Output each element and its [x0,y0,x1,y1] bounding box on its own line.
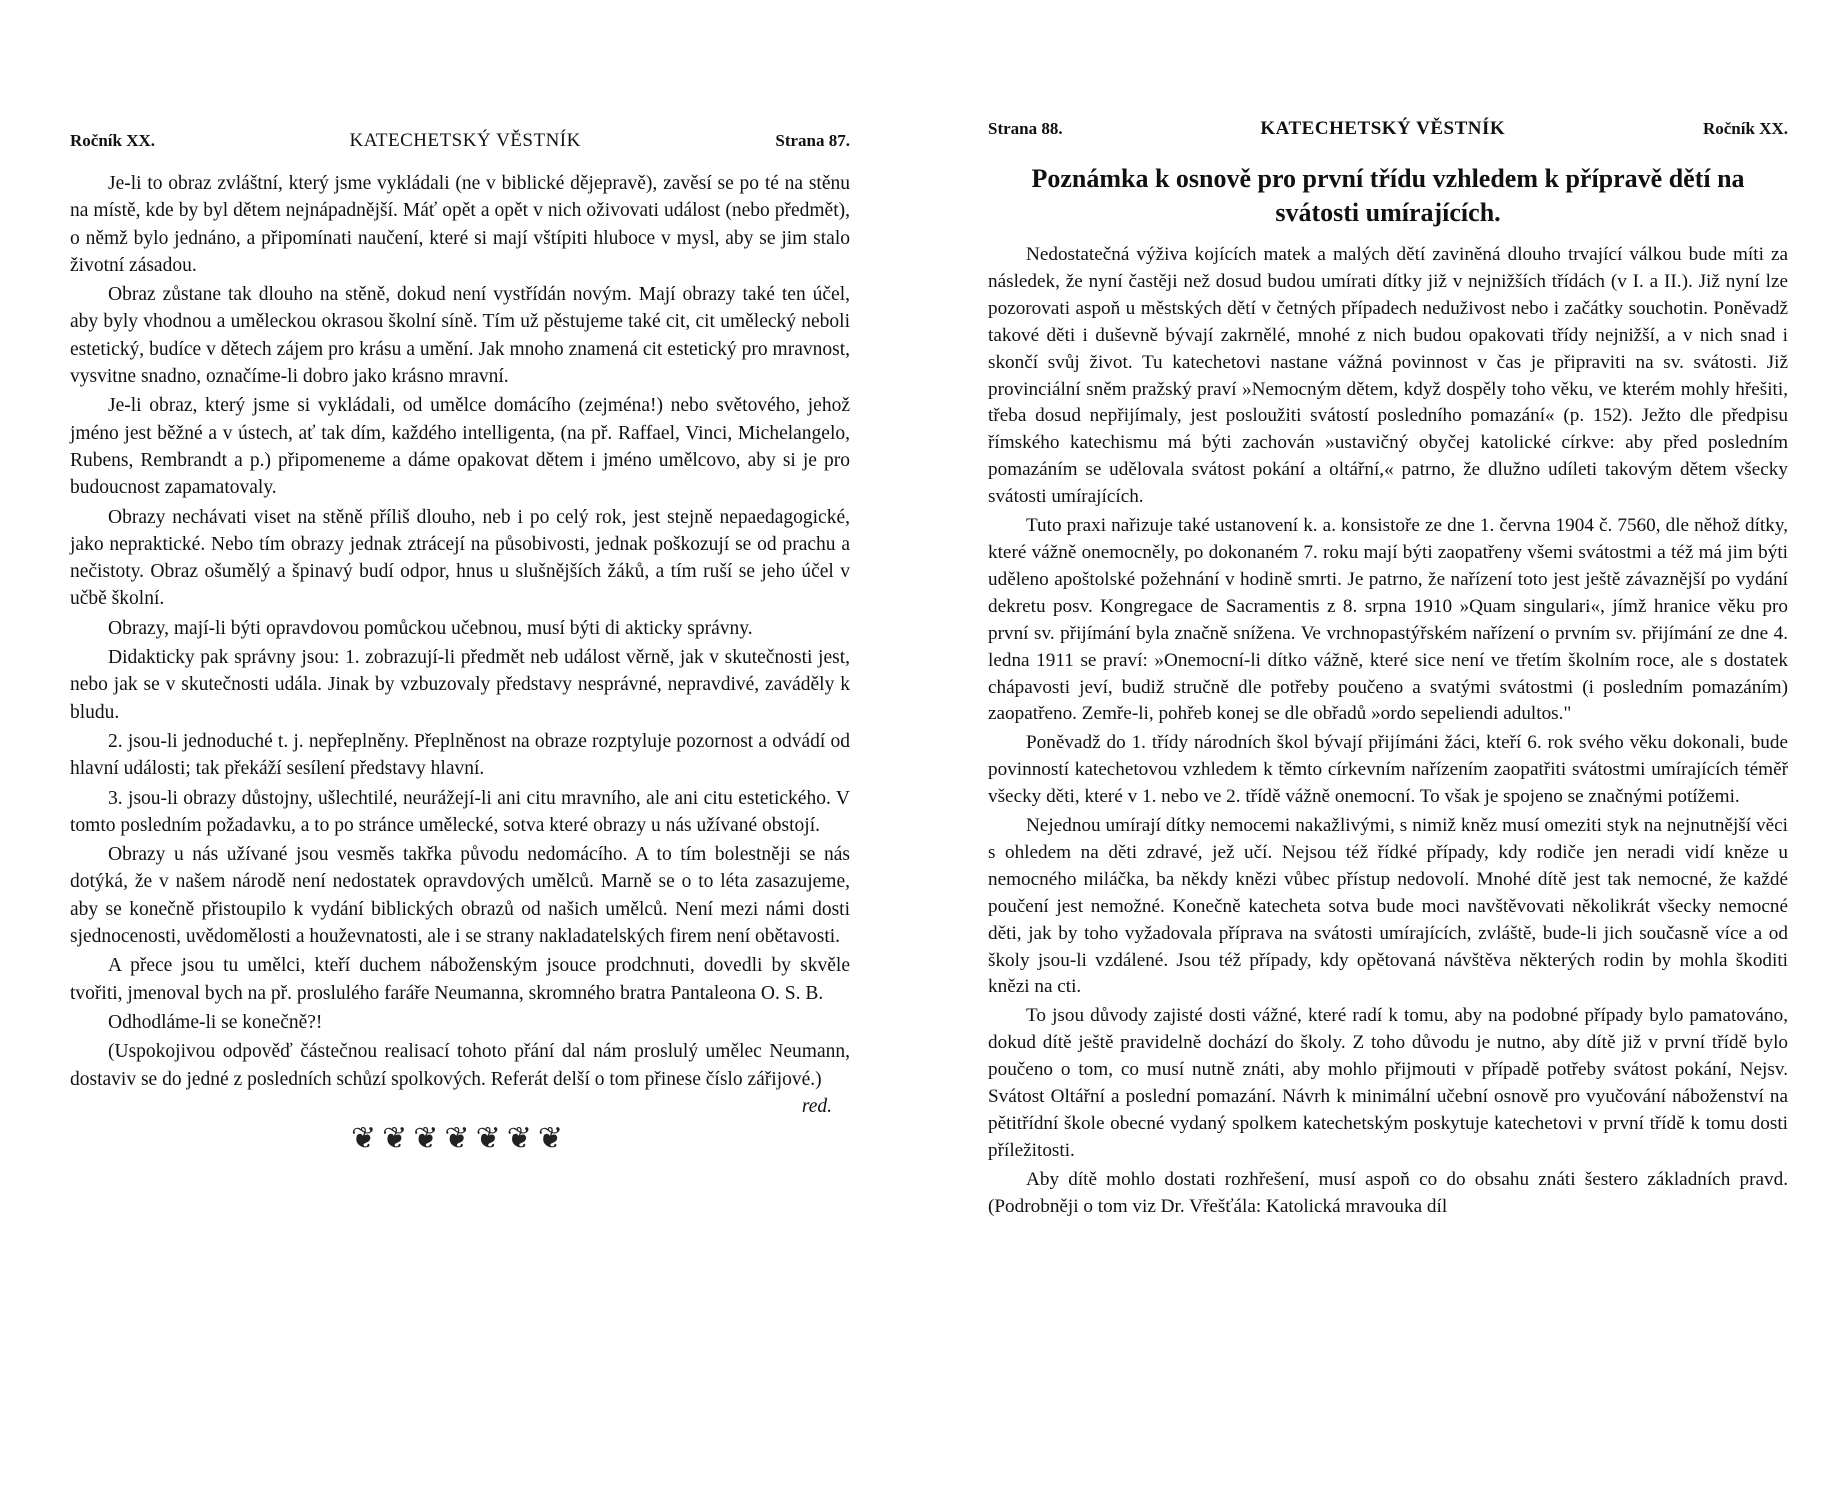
page-number: Strana 88. [988,119,1063,138]
article-title: Poznámka k osnově pro první třídu vzhledem k přípravě dětí na svátosti umírajících. [1031,164,1745,227]
signature: red. [801,1095,832,1117]
paragraph: Obrazy, mají-li býti opravdovou pomůckou učebnou, musí býti di akticky správny. [108,617,753,639]
paragraph: Aby dítě mohlo dostati rozhřešení, musí aspoň co do obsahu znáti šestero základních pravd. (Podrobněji o tom viz Dr. Vřešťála: Katolická mravouka díl [988,1168,1788,1217]
paragraph: Obraz zůstane tak dlouho na stěně, dokud není vystřídán novým. Mají obrazy také ten účel, aby byly vhodnou a uměleckou okrasou školní síně. Tím už pěstujeme také cit, cit umělecký neboli estetický, budíce v dětech zájem pro krásu a umění. Jak mnoho znamená cit estetický pro mravnost, vysvitne snadno, označíme-li dobro jako krásno mravní. [70,284,850,388]
paragraph: Poněvadž do 1. třídy národních škol bývají přijímáni žáci, kteří 6. rok svého věku dokonali, bude povinností katechetovou vzhledem k těmto církevním nařízením zaopatřiti svátostmi umírajících téměř všecky děti, které v 1. nebo ve 2. třídě vážně onemocní. To však je spojeno se značnými potížemi. [988,732,1788,808]
paragraph: Obrazy u nás užívané jsou vesměs takřka původu nedomácího. A to tím bolestněji se nás dotýká, že v našem národě není nedostatek opravdových umělců. Marně se o to léta zasazujeme, aby se konečně přistoupilo k vydání biblických obrazů od našich umělců. Není mezi námi dosti sjednocenosti, uvědomělosti a houževnatosti, ale i se strany nakladatelských firem není obětavosti. [70,844,850,948]
paragraph: Nejednou umírají dítky nemocemi nakažlivými, s nimiž kněz musí omeziti styk na nejnutnější věci s ohledem na děti zdravé, jež učí. Nejsou též řídké případy, kdy rodiče jen neradi vidí kněze u nemocného miláčka, ba někdy knězi vůbec přístup nedovolí. Mnohé dítě jest tak nemocné, že každé poučení jest nemožné. Konečně katecheta sotva bude moci navštěvovati několikrát všecky nemocné děti, jak by toho vyžadovala příprava na svátosti umírajících, zvláště, bude-li jich současně více a od školy jsou-li vzdálené. Jsou též případy, kdy opětovaná návštěva některých rodin by mohla škoditi knězi na cti. [988,815,1788,998]
left-page-body [70,170,850,1117]
closing-paragraph [70,1038,850,1117]
journal-title: KATECHETSKÝ VĚSTNÍK [1260,118,1506,139]
right-page-body [988,242,1788,1221]
volume-label: Ročník XX. [1702,119,1788,138]
paragraph: Je-li to obraz zvláštní, který jsme vykládali (ne v biblické dějepravě), zavěsí se po té na stěnu na místě, kde by byl dětem nejnápadnější. Máť opět a opět v nich oživovati událost (nebo předmět), o němž bylo jednáno, a připomínati naučení, které si mají vštípiti hluboce v mysl, aby se jim stalo životní zásadou. [70,173,850,276]
closing-text: (Uspokojivou odpověď částečnou realisací tohoto přání dal nám proslulý umělec Neumann, dostaviv se do jedné z posledních schůzí spolkových. Referát delší o tom přinese číslo zářijové.) [70,1041,850,1090]
paragraph: Je-li obraz, který jsme si vykládali, od umělce domácího (zejména!) nebo světového, jehož jméno jest běžné a v ústech, ať tak dím, každého intelligenta, (na př. Raffael, Vinci, Michelangelo, Rubens, Rembrandt a p.) připomeneme a dáme opakovat dětem i jméno umělcovo, aby si je pro budoucnost zapamatovaly. [70,395,850,499]
left-page [70,0,850,1156]
paragraph: Obrazy nechávati viset na stěně příliš dlouho, neb i po celý rok, jest stejně nepaedagogické, jako nepraktické. Nebo tím obrazy jednak ztrácejí na působivosti, jednak poškozují se od prachu a nečistoty. Obraz ošumělý a špinavý budí odpor, hnus u slušnějších žáků, a tím ruší se jeho účel v učbě školní. [70,506,850,610]
ornament-icon: ❦❦❦❦❦❦❦ [351,1121,569,1155]
right-page-header [988,118,1788,140]
paragraph: Didakticky pak správny jsou: 1. zobrazují-li předmět neb událost věrně, jak v skutečnosti jest, nebo jak se v skutečnosti udála. Jinak by vzbuzovaly představy nesprávné, nepravdivé, zaváděly k bludu. [70,647,850,723]
paragraph: To jsou důvody zajisté dosti vážné, které radí k tomu, aby na podobné případy bylo pamatováno, dokud dítě ještě pravidelně dochází do školy. Z toho důvodu je nutno, aby dítě již v první třídě bylo poučeno o tom, co musí nutně znáti, aby mohlo přijmouti v případě potřeby svátost pokání, Nejsv. Svátost Oltářní a poslední pomazání. Návrh k minimální učební osnově pro vyučování náboženství na pětitřídní škole obecné vydaný spolkem katechetským poskytuje katechetovi v první třídě k tomu dosti příležitosti. [988,1005,1788,1161]
paragraph: 2. jsou-li jednoduché t. j. nepřeplněny. Přeplněnost na obraze rozptyluje pozornost a odvádí od hlavní události; tak překáží sesílení představy hlavní. [70,730,850,780]
paragraph: A přece jsou tu umělci, kteří duchem náboženským jsouce prodchnuti, dovedli by skvěle tvořiti, jmenoval bych na př. proslulého faráře Neumanna, skromného bratra Pantaleona O. S. B. [70,955,850,1004]
right-page [988,0,1788,1223]
paragraph: Tuto praxi nařizuje také ustanovení k. a. konsistoře ze dne 1. června 1904 č. 7560, dle něhož dítky, které vážně onemocněly, po dokonaném 7. roku mají býti zaopatřeny všemi svátostmi a též má jim býti uděleno apoštolské požehnání v hodině smrti. Je patrno, že nařízení toto jest ještě závaznější po vydání dekretu posv. Kongregace de Sacramentis z 8. srpna 1910 »Quam singulari«, jímž hranice věku pro první sv. přijímání byla značně snížena. Ve vrchnopastýřském nařízení o prvním sv. přijímání ze dne 4. ledna 1911 se praví: »Onemocní-li dítko vážně, které sice není ve třetím školním roce, ale s dostatek chápavosti jeví, budiž stručně dle potřeby poučeno a svatými svátostmi (i posledním pomazáním) zaopatřeno. Zemře-li, pohřeb konej se dle obřadů »ordo sepeliendi adultos." [988,515,1788,725]
journal-title: KATECHETSKÝ VĚSTNÍK [349,130,581,151]
volume-label: Ročník XX. [70,131,156,150]
paragraph: Odhodláme-li se konečně?! [108,1011,323,1033]
paragraph: Nedostatečná výživa kojících matek a malých dětí zaviněná dlouho trvající válkou bude míti za následek, že nyní častěji než dosud budou umírati dítky již v nejnižších třídách (v I. a II.). Již nyní lze pozorovati aspoň u městských dětí v četných případech neduživost nebo i začátky souchotin. Poněvadž takové děti i duševně bývají zakrnělé, mnohé z nich budou opakovati třídy nejnižší, a v nich snad i skončí svůj život. Tu katechetovi nastane vážná povinnost v čas je připraviti na sv. svátosti. Již provinciální sněm pražský praví »Nemocným dětem, když dospěly toho věku, ve kterém mohly hřešiti, třeba dosud nepřijímaly, jest posloužiti svátostí posledního pomazání« (p. 152). Ježto dle předpisu římského katechismu má býti zachován »ustavičný obyčej katolické církve: aby před posledním pomazáním se udělovala svátost pokání a oltářní,« patrno, že dlužno udíleti takovým dětem všecky svátosti umírajících. [988,244,1788,508]
left-page-header [70,130,850,152]
paragraph: 3. jsou-li obrazy důstojny, ušlechtilé, neurážejí-li ani citu mravního, ale ani citu estetického. V tomto posledním požadavku, a to po stránce umělecké, sotva které obrazy u nás užívané obstojí. [70,787,850,836]
page-number: Strana 87. [775,131,850,150]
